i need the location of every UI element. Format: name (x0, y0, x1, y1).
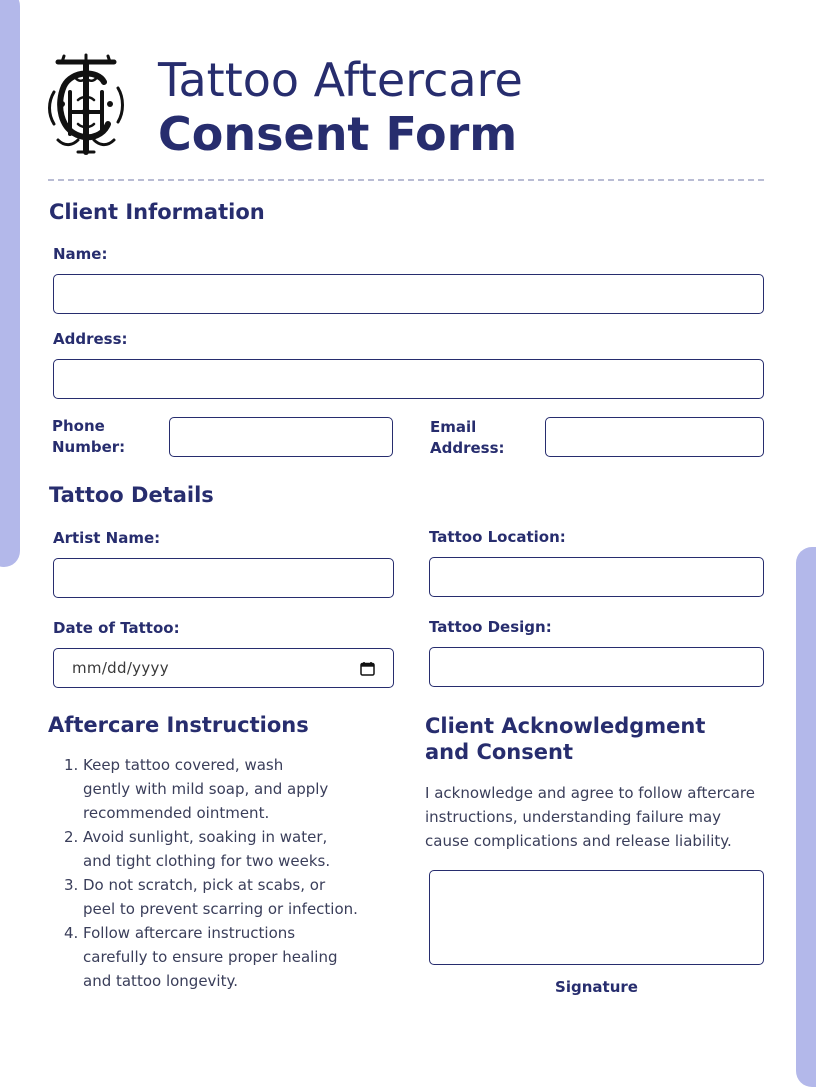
consent-text-line: instructions, understanding failure may (425, 808, 722, 826)
signature-input[interactable] (429, 870, 764, 965)
date-placeholder: mm/dd/yyyy (72, 659, 169, 677)
phone-label (52, 416, 125, 458)
aftercare-item-line: Avoid sunlight, soaking in water, (83, 828, 328, 846)
consent-text-line: I acknowledge and agree to follow aftercare (425, 784, 755, 802)
phone-input[interactable] (169, 417, 393, 457)
email-label-line2: Address: (430, 439, 505, 457)
decorative-bar-left (0, 0, 20, 567)
aftercare-item-line: carefully to ensure proper healing (83, 948, 338, 966)
title-line-2: Consent Form (158, 107, 518, 161)
aftercare-item-line: Do not scratch, pick at scabs, or (83, 876, 326, 894)
email-input[interactable] (545, 417, 764, 457)
consent-text-line: cause complications and release liability. (425, 832, 732, 850)
consent-heading-line1: Client Acknowledgment (425, 714, 706, 738)
tattoo-design-input[interactable] (429, 647, 764, 687)
aftercare-item-line: gently with mild soap, and apply (83, 780, 329, 798)
tattoo-location-label: Tattoo Location: (429, 528, 566, 546)
consent-heading-line2: and Consent (425, 740, 573, 764)
aftercare-list (62, 753, 362, 993)
address-input[interactable] (53, 359, 764, 399)
phone-label-line2: Number: (52, 438, 126, 456)
aftercare-item-line: recommended ointment. (83, 804, 270, 822)
consent-heading (425, 713, 705, 765)
address-label: Address: (53, 330, 128, 348)
aftercare-item-line: peel to prevent scarring or infection. (83, 900, 358, 918)
aftercare-item-line: Keep tattoo covered, wash (83, 756, 284, 774)
aftercare-item-line: Follow aftercare instructions (83, 924, 296, 942)
aftercare-item-line: and tattoo longevity. (83, 972, 238, 990)
aftercare-item-number: 3. (64, 876, 79, 894)
aftercare-item-line: and tight clothing for two weeks. (83, 852, 331, 870)
phone-label-line1: Phone (52, 417, 105, 435)
aftercare-item (62, 825, 362, 873)
aftercare-heading: Aftercare Instructions (48, 713, 309, 737)
date-of-tattoo-label: Date of Tattoo: (53, 619, 180, 637)
artist-name-input[interactable] (53, 558, 394, 598)
date-of-tattoo-input[interactable] (53, 648, 394, 688)
aftercare-item-number: 2. (64, 828, 79, 846)
name-input[interactable] (53, 274, 764, 314)
tattoo-design-label: Tattoo Design: (429, 618, 552, 636)
aftercare-item (62, 873, 362, 921)
decorative-bar-right (796, 547, 816, 1087)
signature-label: Signature (555, 978, 638, 996)
aftercare-item-number: 4. (64, 924, 79, 942)
tattoo-details-heading: Tattoo Details (49, 483, 214, 507)
calendar-icon[interactable] (360, 661, 375, 676)
title-line-1: Tattoo Aftercare (158, 53, 523, 107)
aftercare-item (62, 921, 362, 993)
client-information-heading: Client Information (49, 200, 265, 224)
tattoo-location-input[interactable] (429, 557, 764, 597)
artist-name-label: Artist Name: (53, 529, 161, 547)
ornate-monogram-logo-icon (48, 52, 124, 156)
aftercare-item-number: 1. (64, 756, 79, 774)
consent-text (425, 781, 770, 853)
header-divider (48, 179, 764, 181)
aftercare-item (62, 753, 362, 825)
email-label-line1: Email (430, 418, 477, 436)
name-label: Name: (53, 245, 108, 263)
email-label (430, 417, 505, 459)
